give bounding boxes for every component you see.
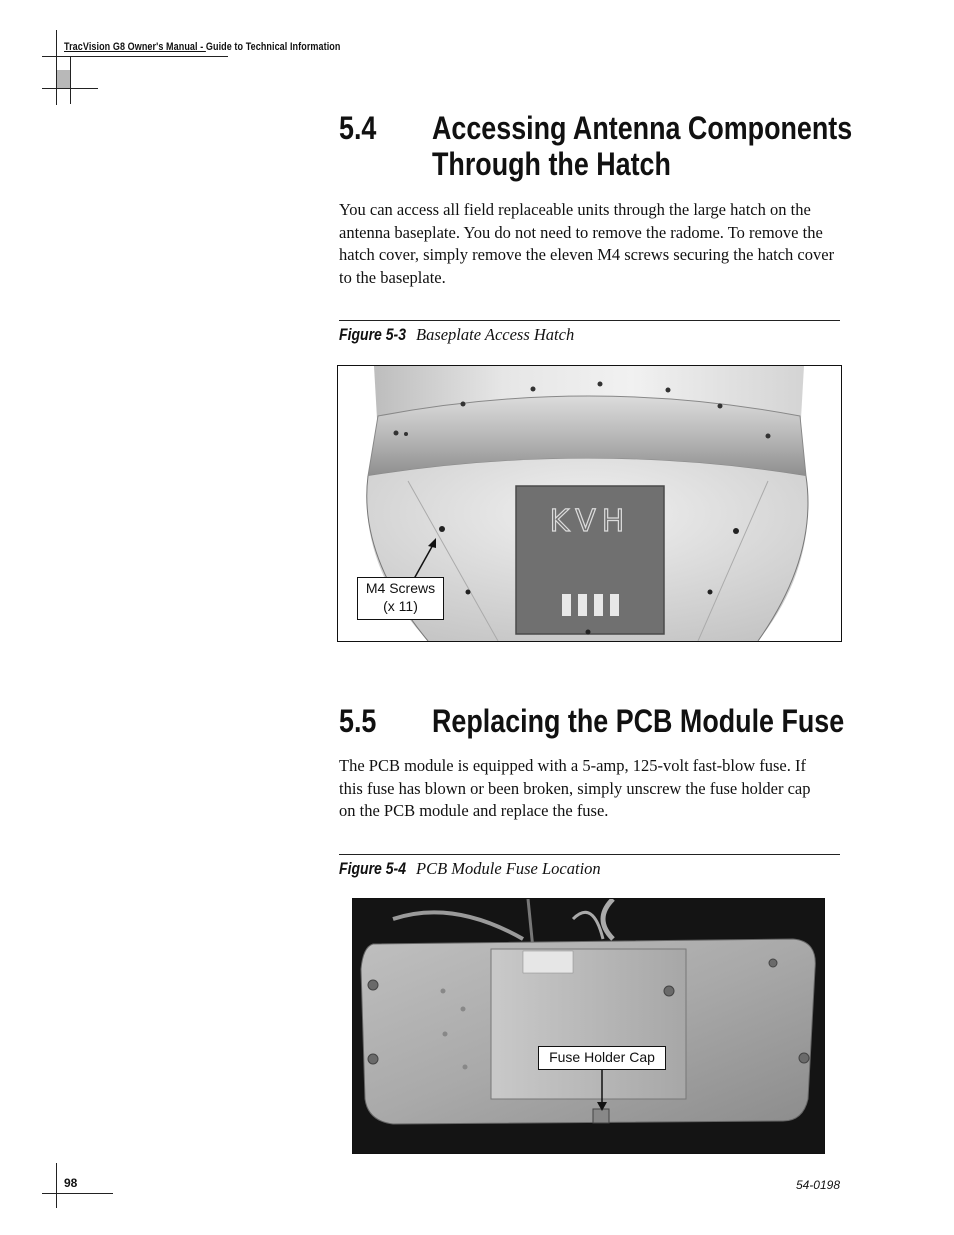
header-title-rest: Guide to Technical Information (205, 41, 341, 53)
figure-label: Figure 5-3 (339, 326, 407, 344)
document-number: 54-0198 (795, 1178, 840, 1192)
footer-rule (42, 1193, 113, 1194)
m4-screws-callout (357, 577, 444, 620)
section-number: 5.4 (339, 110, 377, 146)
footer-crop-vertical (56, 1163, 57, 1208)
figure-5-3-caption (339, 325, 574, 345)
crop-mark-gray-square (57, 70, 70, 88)
section-title: Replacing the PCB Module Fuse (432, 703, 845, 739)
section-5-4-body: You can access all field replaceable units through the large hatch on the antenna baseplate. You do not need to remove the radome. To remove the hatch cover, simply remove the eleven M4 screws securing the hatch cover to the baseplate. (339, 200, 835, 287)
figure-5-4-caption (339, 859, 601, 879)
figure-5-4-photo (352, 898, 825, 1154)
crop-mark-vertical-right (70, 56, 71, 104)
header-title-underlined: TracVision G8 Owner's Manual - (64, 41, 206, 53)
figure-5-3-rule (339, 320, 840, 321)
section-5-4-heading (339, 110, 859, 184)
running-header (64, 41, 340, 53)
pcb-module-illustration (353, 899, 824, 1153)
crop-mark-vertical (56, 30, 57, 105)
callout-line1: M4 Screws (365, 580, 436, 596)
figure-label: Figure 5-4 (339, 860, 407, 878)
section-number: 5.5 (339, 703, 377, 739)
section-5-5-heading (339, 703, 859, 741)
kvh-logo: KVH (549, 504, 631, 539)
page-number: 98 (64, 1176, 78, 1190)
figure-caption-text: PCB Module Fuse Location (415, 859, 601, 878)
callout-line2: (x 11) (383, 598, 418, 614)
section-5-5-body: The PCB module is equipped with a 5-amp, 125-volt fast-blow fuse. If this fuse has blown or been broken, simply unscrew the fuse holder cap on the PCB module and replace the fuse. (339, 756, 811, 820)
section-title-line2: Through the Hatch (432, 146, 671, 182)
figure-caption-text: Baseplate Access Hatch (415, 325, 575, 344)
figure-5-4-rule (339, 854, 840, 855)
section-title-line1: Accessing Antenna Components (432, 110, 853, 146)
fuse-holder-cap-callout: Fuse Holder Cap (538, 1046, 666, 1070)
